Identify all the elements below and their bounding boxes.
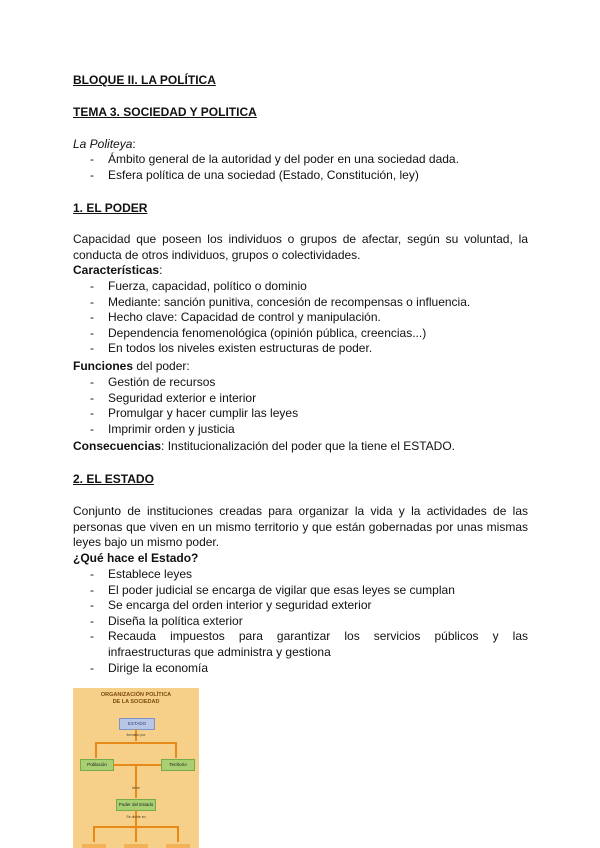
diagram-title	[73, 692, 199, 706]
consecuencias-line	[73, 439, 455, 455]
list-item: - Imprimir orden y justicia	[88, 422, 528, 438]
diagram-tiene: tiene	[132, 786, 140, 790]
estado-definition: Conjunto de instituciones creadas para organizar la vida y la actividades de las personas que viven en un mismo territorio y que están gobernadas por unas mismas leyes bajo un mismo poder.	[73, 504, 528, 549]
estado-heading: 2. EL ESTADO	[73, 472, 154, 486]
poder-heading: 1. EL PODER	[73, 201, 148, 215]
diagram-connector	[113, 764, 161, 766]
list-item: - Dependencia fenomenológica (opinión pública, creencias...)	[88, 326, 528, 342]
diagram-branch-box	[124, 844, 148, 848]
politeya-list	[88, 152, 528, 183]
organizacion-politica-diagram	[73, 688, 199, 848]
diagram-se-divide: Se divide en	[126, 815, 146, 819]
diagram-estado-box: ESTADO	[119, 718, 155, 730]
diagram-connector	[177, 826, 179, 842]
list-item: - Hecho clave: Capacidad de control y manipulación.	[88, 310, 528, 326]
list-item: - Fuerza, capacidad, político o dominio	[88, 279, 528, 295]
list-item: - Gestión de recursos	[88, 375, 528, 391]
diagram-connector	[95, 742, 177, 744]
consecuencias-text: : Institucionalización del poder que la tiene el ESTADO.	[161, 439, 455, 453]
list-item: - Seguridad exterior e interior	[88, 391, 528, 407]
caracteristicas-line	[73, 263, 162, 279]
funciones-suffix: del poder:	[133, 359, 190, 373]
consecuencias-label: Consecuencias	[73, 439, 162, 453]
funciones-label: Funciones	[73, 359, 134, 373]
estado-question: ¿Qué hace el Estado?	[73, 551, 199, 565]
list-item: - Recauda impuestos para garantizar los servicios públicos y las infraestructuras que administra y gestiona	[88, 629, 528, 660]
bloque-title: BLOQUE II. LA POLÍTICA	[73, 73, 216, 87]
list-item: - Esfera política de una sociedad (Estado, Constitución, ley)	[88, 168, 528, 184]
list-item: - Se encarga del orden interior y seguridad exterior	[88, 598, 528, 614]
list-item: - Ámbito general de la autoridad y del poder en una sociedad dada.	[88, 152, 528, 168]
tema-title: TEMA 3. SOCIEDAD Y POLITICA	[73, 105, 257, 119]
list-item: - Mediante: sanción punitiva, concesión de recompensas o influencia.	[88, 295, 528, 311]
caracteristicas-label: Características	[73, 263, 160, 277]
diagram-poder-box: Poder del Estado	[116, 799, 156, 811]
diagram-connector	[175, 742, 177, 758]
diagram-branch-box	[82, 844, 106, 848]
list-item: - Establece leyes	[88, 567, 528, 583]
politeya-label-line	[73, 137, 136, 153]
funciones-line	[73, 359, 190, 375]
diagram-branch-box	[166, 844, 190, 848]
diagram-title-line1: ORGANIZACIÓN POLÍTICA	[100, 692, 172, 698]
caracteristicas-suffix: :	[159, 263, 163, 277]
diagram-connector	[95, 742, 97, 758]
list-item: - Diseña la política exterior	[88, 614, 528, 630]
list-item: - En todos los niveles existen estructuras de poder.	[88, 341, 528, 357]
politeya-label: La Politeya	[73, 137, 133, 151]
diagram-poblacion-box: Población	[80, 759, 114, 771]
politeya-label-suffix: :	[132, 137, 136, 151]
diagram-connector	[93, 826, 95, 842]
estado-list	[88, 567, 528, 676]
list-item: - Promulgar y hacer cumplir las leyes	[88, 406, 528, 422]
diagram-title-line2: DE LA SOCIEDAD	[112, 699, 160, 705]
diagram-territorio-box: Territorio	[161, 759, 195, 771]
list-item: - El poder judicial se encarga de vigilar que esas leyes se cumplan	[88, 583, 528, 599]
poder-definition: Capacidad que poseen los individuos o grupos de afectar, según su voluntad, la conducta de otros individuos, grupos o colectividades.	[73, 232, 528, 262]
diagram-connector	[135, 826, 137, 842]
list-item: - Dirige la economía	[88, 661, 528, 677]
diagram-connector	[135, 766, 137, 798]
funciones-list	[88, 375, 528, 437]
caracteristicas-list	[88, 279, 528, 357]
diagram-formado-por: formado por	[126, 733, 146, 737]
